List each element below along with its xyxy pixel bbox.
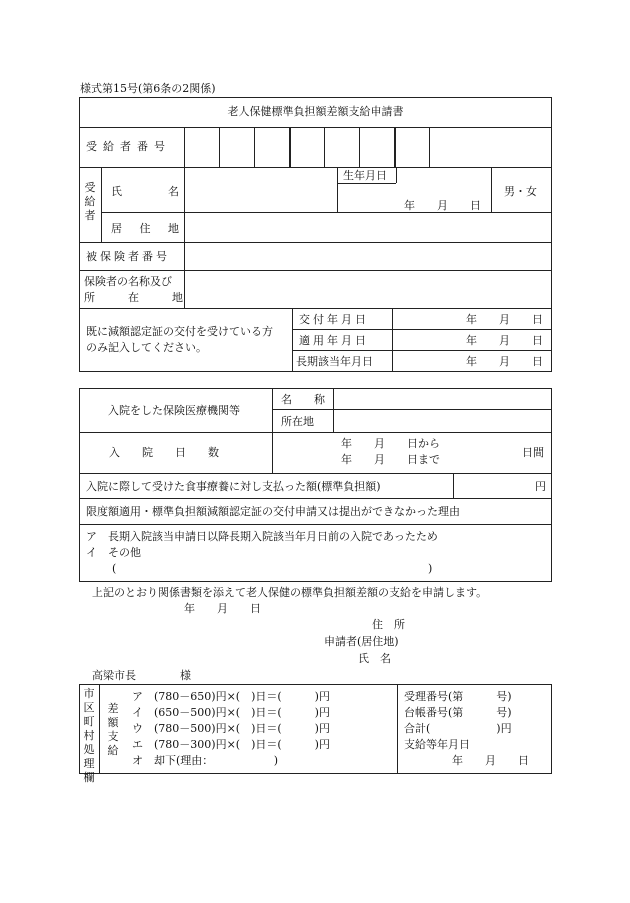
recipient-number-label: 受給者番号	[86, 140, 171, 153]
payment-date-label: 支給等年月日	[404, 738, 470, 751]
meal-label: 入院に際して受けた食事療養に対し支払った額(標準負担額)	[86, 480, 381, 493]
total-amount: 合計( )円	[404, 722, 512, 735]
birthdate-ymd: 年 月 日	[404, 199, 481, 212]
hospital-name-label: 名 称	[281, 393, 325, 406]
mayor-address: 高梁市長 様	[92, 669, 191, 682]
receipt-number: 受理番号(第 号)	[404, 690, 512, 703]
payment-date-ymd: 年 月 日	[452, 754, 529, 767]
apply-date-ymd: 年 月 日	[466, 334, 543, 347]
reason-paren-close: )	[428, 562, 433, 575]
reduction-note-2: のみ記入してください。	[86, 341, 207, 354]
reason-i: イ その他	[86, 546, 141, 559]
days-label: 入 院 日 数	[109, 446, 219, 459]
issue-date-ymd: 年 月 日	[466, 313, 543, 326]
ledger-number: 台帳番号(第 号)	[404, 706, 512, 719]
applicant-address-label: 住 所	[372, 618, 405, 631]
reason-label: 限度額適用・標準負担額減額認定証の交付申請又は提出ができなかった理由	[86, 505, 460, 518]
form-title: 老人保健標準負担額差額支給申請書	[227, 105, 404, 118]
reason-a: ア 長期入院該当申請日以降長期入院該当年月日前の入院であったため	[86, 530, 438, 543]
form-number: 様式第15号(第6条の2関係)	[80, 82, 216, 95]
calc-line-a: ア (780－650)円×( )日＝( )円	[132, 690, 330, 703]
address-label: 居住地	[111, 222, 179, 235]
statement: 上記のとおり関係書類を添えて老人保健の標準負担額差額の支給を申請します。	[92, 586, 488, 599]
days-unit: 日間	[522, 446, 544, 459]
meal-yen: 円	[535, 480, 546, 493]
payment-label: 差額支給	[107, 702, 119, 757]
name-label: 氏名	[111, 185, 179, 198]
reason-paren-open: (	[112, 562, 117, 575]
application-date: 年 月 日	[184, 602, 261, 615]
office-label: 市区町村処理欄	[83, 687, 95, 784]
calc-line-o: オ 却下(理由： )	[132, 754, 279, 767]
hospital-address-label: 所在地	[281, 415, 314, 428]
insurer-label-2: 所 在 地	[84, 291, 183, 304]
gender-label: 男・女	[504, 185, 537, 198]
hospital-label: 入院をした保険医療機関等	[108, 404, 240, 417]
apply-date-label: 適用年月日	[299, 334, 369, 347]
recipient-label: 受給者	[84, 181, 96, 222]
insurer-label-1: 保険者の名称及び	[84, 275, 172, 288]
insured-number-label: 被保険者番号	[86, 250, 170, 263]
calc-line-i: イ (650－500)円×( )日＝( )円	[132, 706, 330, 719]
to-date: 年 月 日まで	[341, 453, 440, 466]
calc-line-u: ウ (780－500)円×( )日＝( )円	[132, 722, 330, 735]
issue-date-label: 交付年月日	[299, 313, 369, 326]
applicant-name-label: 氏 名	[358, 652, 391, 665]
calc-line-e: エ (780－300)円×( )日＝( )円	[132, 738, 330, 751]
applicant-residence-label: 申請者(居住地)	[324, 635, 399, 648]
from-date: 年 月 日から	[341, 437, 440, 450]
birthdate-label: 生年月日	[343, 169, 387, 182]
reduction-note-1: 既に減額認定証の交付を受けている方	[86, 325, 273, 338]
long-term-ymd: 年 月 日	[466, 355, 543, 368]
long-term-label: 長期該当年月日	[296, 355, 373, 368]
